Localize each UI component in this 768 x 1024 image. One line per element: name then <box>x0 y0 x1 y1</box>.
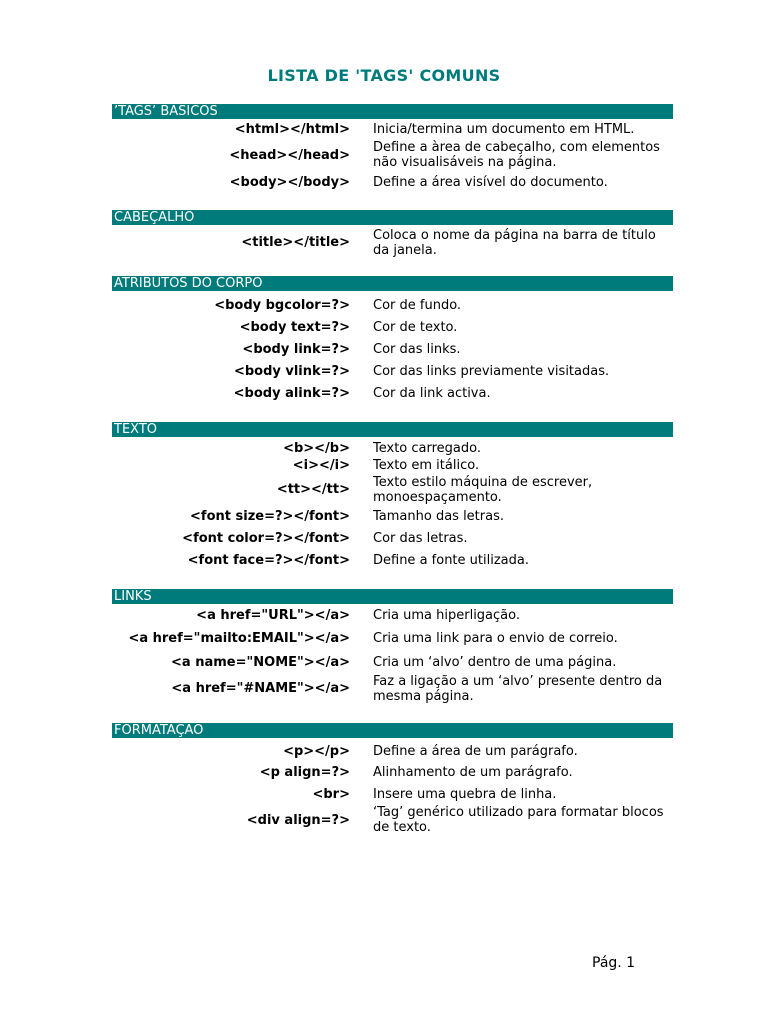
tag-code: <body></body> <box>229 174 350 190</box>
tag-row <box>112 672 673 705</box>
section-header: ’TAGS’ BASICOS <box>112 104 673 119</box>
tag-code: <p></p> <box>283 743 350 759</box>
tag-description: Tamanho das letras. <box>373 508 504 524</box>
tag-description: Cor da link activa. <box>373 385 491 401</box>
tag-code: <html></html> <box>234 122 350 137</box>
tag-row <box>112 294 673 316</box>
tag-code: <a href="mailto:EMAIL"></a> <box>128 630 350 646</box>
tag-row <box>112 338 673 360</box>
section-gap <box>112 404 673 422</box>
tag-code: <a href="#NAME"></a> <box>171 681 350 696</box>
tag-description: Texto estilo máquina de escrever, monoespaçamento. <box>373 474 593 505</box>
tag-code: <title></title> <box>241 235 350 250</box>
section-gap <box>112 258 673 276</box>
tag-row <box>112 505 673 527</box>
section-gap <box>112 192 673 210</box>
tag-code: <body text=?> <box>239 319 350 335</box>
tag-description: Alinhamento de um parágrafo. <box>373 764 573 780</box>
tag-description: Texto carregado. <box>373 441 481 456</box>
tag-row <box>112 607 673 624</box>
tag-code: <font face=?></font> <box>187 552 350 568</box>
tag-code: <body bgcolor=?> <box>214 297 350 313</box>
tag-description: Insere uma quebra de linha. <box>373 786 557 802</box>
tag-row <box>112 227 673 258</box>
tag-code: <tt></tt> <box>276 482 350 497</box>
tag-row <box>112 805 673 835</box>
tag-row <box>112 457 673 474</box>
tag-row <box>112 440 673 457</box>
tag-description: Define a fonte utilizada. <box>373 552 529 568</box>
tag-row <box>112 783 673 805</box>
section-header: TEXTO <box>112 422 673 437</box>
tag-description: Cor das links. <box>373 341 461 357</box>
tag-code: <br> <box>312 786 350 802</box>
tag-description: Cor das letras. <box>373 530 468 546</box>
tag-row <box>112 316 673 338</box>
tag-row <box>112 474 673 505</box>
tag-code: <a href="URL"></a> <box>196 608 350 623</box>
tag-row <box>112 172 673 192</box>
tag-row <box>112 121 673 138</box>
tag-description: Cor de texto. <box>373 319 458 335</box>
page-number: Pág. 1 <box>592 955 636 971</box>
section-header: CABEÇALHO <box>112 210 673 225</box>
tag-description: ‘Tag’ genérico utilizado para formatar blocos de texto. <box>373 805 664 835</box>
tag-description: Define a área visível do documento. <box>373 174 608 190</box>
section-gap <box>112 571 673 589</box>
tag-code: <body alink=?> <box>233 385 350 401</box>
tag-description: Coloca o nome da página na barra de título da janela. <box>373 227 656 258</box>
tag-description: Cria uma link para o envio de correio. <box>373 630 618 646</box>
tag-description: Cria um ‘alvo’ dentro de uma página. <box>373 654 617 670</box>
tag-code: <a name="NOME"></a> <box>171 654 350 670</box>
tag-code: <body vlink=?> <box>233 363 350 379</box>
tag-row <box>112 549 673 571</box>
tag-description: Define a àrea de cabeçalho, com elementos não visualisáveis na página. <box>373 140 660 170</box>
tag-description: Cor de fundo. <box>373 297 462 313</box>
tag-description: Define a área de um parágrafo. <box>373 743 578 759</box>
tag-description: Texto em itálico. <box>373 458 480 473</box>
tag-description: Cria uma hiperligação. <box>373 608 520 623</box>
tag-row <box>112 652 673 672</box>
section-header: FORMATAÇAO <box>112 723 673 738</box>
tag-row <box>112 382 673 404</box>
tag-row <box>112 360 673 382</box>
tag-code: <i></i> <box>292 458 350 473</box>
tag-row <box>112 527 673 549</box>
section-header: LINKS <box>112 589 673 604</box>
tag-code: <div align=?> <box>246 812 350 828</box>
tags-table <box>112 104 673 835</box>
page-title: LISTA DE 'TAGS' COMUNS <box>267 66 501 85</box>
tag-code: <p align=?> <box>259 764 350 780</box>
tag-row <box>112 741 673 761</box>
tag-code: <head></head> <box>229 147 350 163</box>
tag-code: <b></b> <box>283 441 350 456</box>
tag-description: Cor das links previamente visitadas. <box>373 363 610 379</box>
section-gap <box>112 705 673 723</box>
tag-description: Inicia/termina um documento em HTML. <box>373 122 635 137</box>
section-header: ATRIBUTOS DO CORPO <box>112 276 673 291</box>
tag-row <box>112 624 673 652</box>
tag-description: Faz a ligação a um ‘alvo’ presente dentro da mesma página. <box>373 673 663 704</box>
tag-row <box>112 761 673 783</box>
tag-code: <body link=?> <box>242 341 350 357</box>
tag-row <box>112 138 673 172</box>
tag-code: <font size=?></font> <box>190 508 350 524</box>
tag-code: <font color=?></font> <box>182 530 350 546</box>
